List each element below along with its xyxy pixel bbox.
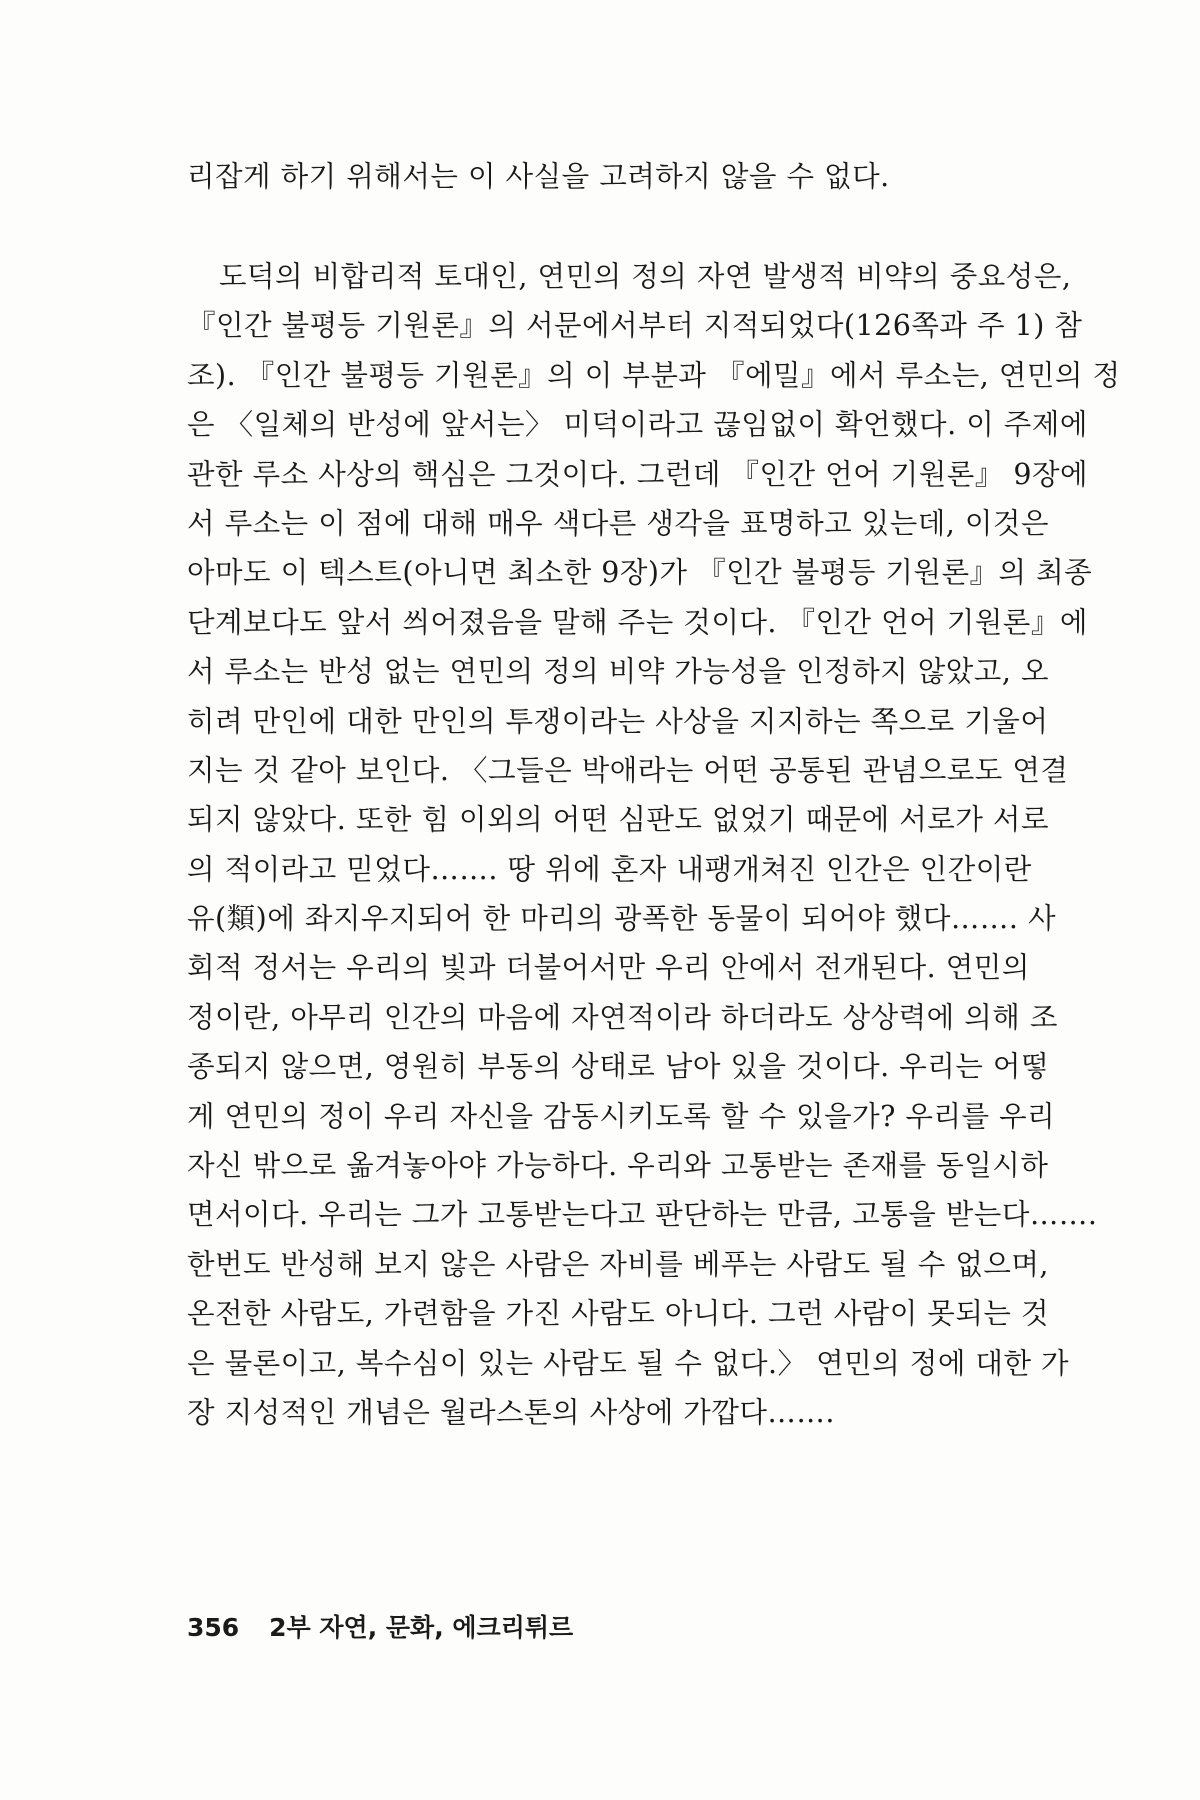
text-line: 히려 만인에 대한 만인의 투쟁이라는 사상을 지지하는 쪽으로 기울어 <box>187 704 1049 738</box>
text-line: 은 물론이고, 복수심이 있는 사람도 될 수 없다.〉 연민의 정에 대한 가 <box>187 1346 1070 1380</box>
text-line: 정이란, 아무리 인간의 마음에 자연적이라 하더라도 상상력에 의해 조 <box>187 1000 1058 1034</box>
text-line: 관한 루소 사상의 핵심은 그것이다. 그런데 『인간 언어 기원론』 9장에 <box>187 457 1089 491</box>
page-footer <box>187 1608 573 1648</box>
text-line: 면서이다. 우리는 그가 고통받는다고 판단하는 만큼, 고통을 받는다……. <box>187 1198 1098 1232</box>
text-line: 서 루소는 이 점에 대해 매우 색다른 생각을 표명하고 있는데, 이것은 <box>187 506 1049 540</box>
text-line: 은 〈일체의 반성에 앞서는〉 미덕이라고 끊임없이 확언했다. 이 주제에 <box>187 408 1088 442</box>
text-line: 조). 『인간 불평등 기원론』의 이 부분과 『에밀』에서 루소는, 연민의 정 <box>187 358 1121 392</box>
text-line: 회적 정서는 우리의 빛과 더불어서만 우리 안에서 전개된다. 연민의 <box>187 951 1030 985</box>
text-line: 자신 밖으로 옮겨놓아야 가능하다. 우리와 고통받는 존재를 동일시하 <box>187 1149 1049 1183</box>
text-line: 온전한 사람도, 가련함을 가진 사람도 아니다. 그런 사람이 못되는 것 <box>187 1297 1049 1331</box>
text-line: 지는 것 같아 보인다. 〈그들은 박애라는 어떤 공통된 관념으로도 연결 <box>187 753 1069 787</box>
text-line: 장 지성적인 개념은 월라스톤의 사상에 가깝다……. <box>187 1395 835 1429</box>
text-line: 종되지 않으면, 영원히 부동의 상태로 남아 있을 것이다. 우리는 어떻 <box>187 1050 1049 1084</box>
text-line: 리잡게 하기 위해서는 이 사실을 고려하지 않을 수 없다. <box>187 160 890 193</box>
text-line: 서 루소는 반성 없는 연민의 정의 비약 가능성을 인정하지 않았고, 오 <box>187 655 1049 689</box>
text-line: 의 적이라고 믿었다……. 땅 위에 혼자 내팽개쳐진 인간은 인간이란 <box>187 852 1032 886</box>
text-line: 유(類)에 좌지우지되어 한 마리의 광폭한 동물이 되어야 했다……. 사 <box>187 902 1057 936</box>
text-line: 도덕의 비합리적 토대인, 연민의 정의 자연 발생적 비약의 중요성은, <box>219 260 1072 293</box>
body-paragraph <box>187 252 1121 1437</box>
text-line: 아마도 이 텍스트(아니면 최소한 9장)가 『인간 불평등 기원론』의 최종 <box>187 556 1093 590</box>
page-number: 356 <box>187 1613 240 1642</box>
text-line: 되지 않았다. 또한 힘 이외의 어떤 심판도 없었기 때문에 서로가 서로 <box>187 803 1049 837</box>
text-line: 게 연민의 정이 우리 자신을 감동시키도록 할 수 있을가? 우리를 우리 <box>187 1099 1056 1133</box>
carryover-text <box>187 152 1020 201</box>
running-head: 2부 자연, 문화, 에크리튀르 <box>269 1613 574 1642</box>
text-line: 『인간 불평등 기원론』의 서문에서부터 지적되었다(126쪽과 주 1) 참 <box>187 309 1083 343</box>
text-line: 단계보다도 앞서 씌어졌음을 말해 주는 것이다. 『인간 언어 기원론』에 <box>187 605 1088 639</box>
text-line: 한번도 반성해 보지 않은 사람은 자비를 베푸는 사람도 될 수 없으며, <box>187 1247 1049 1281</box>
